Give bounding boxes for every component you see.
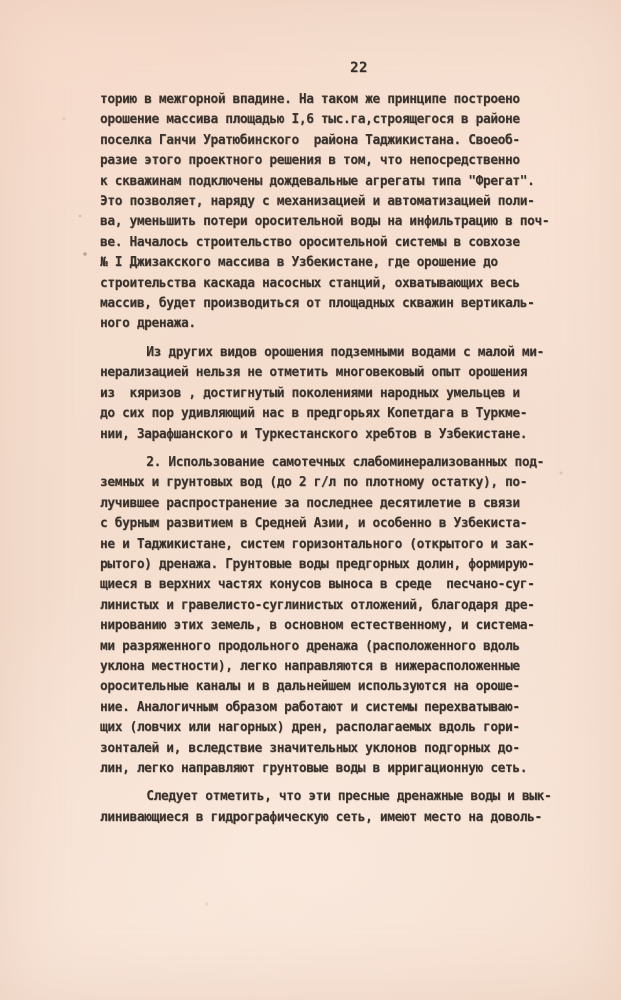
text-line: не и Таджикистане, систем горизонтального (открытого и зак- xyxy=(100,536,535,552)
text-line: уклона местности), легко направляются в нижерасположенные xyxy=(100,658,520,674)
text-line: линивающиеся в гидрографическую сеть, имеют место на доволь- xyxy=(100,809,542,825)
text-line: щиеся в верхних частях конусов выноса в среде песчано-суг- xyxy=(100,577,535,593)
text-line: нированию этих земель, в основном естественному, и система- xyxy=(100,618,535,634)
text-block xyxy=(100,90,570,828)
text-line: из кяризов , достигнутый поколениями народных умельцев и xyxy=(100,385,520,401)
text-line: земных и грунтовых вод (до 2 г/л по плотному остатку), по- xyxy=(100,475,528,491)
text-line: 2. Использование самотечных слабоминерализованных под- xyxy=(146,454,544,470)
text-line: с бурным развитием в Средней Азии, и особенно в Узбекиста- xyxy=(100,516,528,532)
text-line: до сих пор удивляющий нас в предгорьях Копетдага в Туркме- xyxy=(100,406,528,422)
text-line: нии, Зарафшанского и Туркестанского хребтов в Узбекистане. xyxy=(100,426,528,442)
paragraph xyxy=(100,453,570,780)
text-line: лучившее распространение за последнее десятилетие в связи xyxy=(100,495,520,511)
text-line: поселка Ганчи Уратюбинского района Таджикистана. Своеоб- xyxy=(100,132,520,148)
text-line: орошение массива площадью I,6 тыс.га,строящегося в районе xyxy=(100,112,520,128)
text-line: зонталей и, вследствие значительных уклонов подгорных до- xyxy=(100,740,520,756)
text-line: ми разряженного продольного дренажа (расположенного вдоль xyxy=(100,638,520,654)
text-line: Следует отметить, что эти пресные дренажные воды и вык- xyxy=(146,789,552,805)
text-line: нерализацией нельзя не отметить многовековый опыт орошения xyxy=(100,365,528,381)
text-line: лин, легко направляют грунтовые воды в ирригационную сеть. xyxy=(100,761,528,776)
paragraph xyxy=(100,343,570,445)
page-number: 22 xyxy=(350,60,368,76)
text-line: № I Джизакского массива в Узбекистане, где орошение до xyxy=(100,255,498,271)
text-line: оросительные каналы и в дальнейшем используются на ороше- xyxy=(100,679,520,695)
paragraph xyxy=(100,90,570,335)
paragraph xyxy=(100,787,570,828)
text-line: щих (ловчих или нагорных) дрен, располагаемых вдоль гори- xyxy=(100,720,520,736)
text-line: к скважинам подключены дождевальные агрегаты типа "Фрегат". xyxy=(100,173,535,189)
text-line: Из других видов орошения подземными водами с малой ми- xyxy=(146,344,544,360)
text-line: ва, уменьшить потери оросительной воды на инфильтрацию в поч- xyxy=(100,214,550,230)
text-line: ве. Началось строительство оросительной системы в совхозе xyxy=(100,234,520,250)
text-line: строительства каскада насосных станций, охватывающих весь xyxy=(100,275,520,291)
text-line: разие этого проектного решения в том, что непосредственно xyxy=(100,153,520,169)
text-line: торию в межгорной впадине. На таком же принципе построено xyxy=(100,92,520,107)
text-line: ние. Аналогичным образом работают и системы перехватываю- xyxy=(100,699,520,715)
text-line: линистых и гравелисто-суглинистых отложений, благодаря дре- xyxy=(100,597,535,613)
text-line: ного дренажа. xyxy=(100,316,196,332)
text-line: Это позволяет, наряду с механизацией и автоматизацией поли- xyxy=(100,194,535,210)
text-line: массив, будет производиться от площадных скважин вертикаль- xyxy=(100,296,535,312)
text-line: рытого) дренажа. Грунтовые воды предгорных долин, формирую- xyxy=(100,556,535,572)
